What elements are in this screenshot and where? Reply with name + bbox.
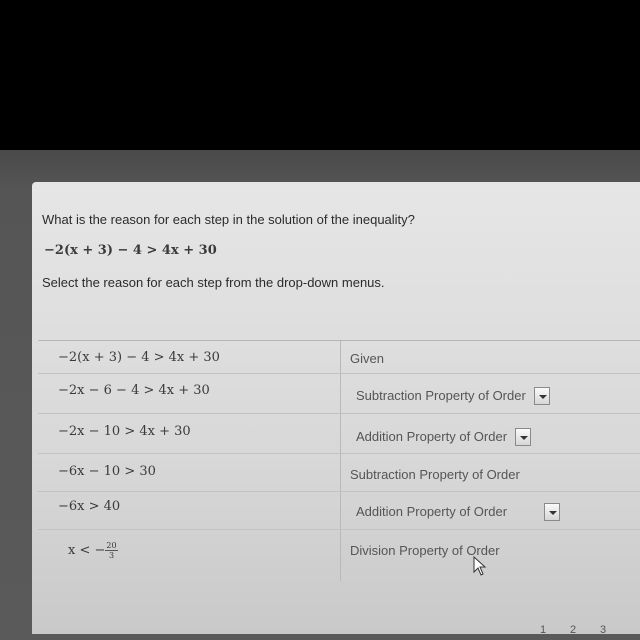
- mouse-cursor-icon: [473, 556, 487, 576]
- reason-5-dropdown-arrow-icon[interactable]: [544, 503, 560, 521]
- reason-3-select[interactable]: Addition Property of Order: [356, 429, 508, 444]
- fraction-numerator: 20: [106, 541, 117, 550]
- step-1: −2(x + 3) − 4 > 4x + 30: [58, 350, 220, 365]
- page-link-2[interactable]: 2: [570, 624, 577, 636]
- fraction-denominator: 3: [108, 551, 115, 560]
- reason-2-dropdown-arrow-icon[interactable]: [534, 387, 550, 405]
- page-link-3[interactable]: 3: [600, 624, 607, 636]
- instruction-text: Select the reason for each step from the drop-down menus.: [42, 275, 385, 290]
- reason-1: Given: [350, 351, 384, 366]
- page-link-1[interactable]: 1: [540, 624, 547, 636]
- step-6: [68, 541, 118, 560]
- reason-6: Division Property of Order: [350, 543, 500, 558]
- row-divider: [38, 373, 640, 374]
- row-divider: [38, 413, 640, 414]
- step-3: −2x − 10 > 4x + 30: [58, 424, 191, 439]
- reason-4: Subtraction Property of Order: [350, 467, 520, 482]
- row-divider: [38, 453, 640, 454]
- row-divider: [38, 529, 640, 530]
- step-6-fraction: [105, 541, 117, 560]
- question-text: What is the reason for each step in the solution of the inequality?: [42, 212, 415, 227]
- steps-table: [38, 340, 640, 581]
- step-5: −6x > 40: [58, 499, 121, 514]
- row-divider: [38, 491, 640, 492]
- step-2: −2x − 6 − 4 > 4x + 30: [58, 383, 210, 398]
- reason-5-select[interactable]: Addition Property of Order: [356, 504, 508, 519]
- step-4: −6x − 10 > 30: [58, 464, 156, 479]
- reason-2-select[interactable]: Subtraction Property of Order: [356, 388, 526, 403]
- reason-3-dropdown-arrow-icon[interactable]: [515, 428, 531, 446]
- step-6-prefix: x < −: [68, 543, 106, 558]
- given-inequality: −2(x + 3) − 4 > 4x + 30: [44, 243, 217, 258]
